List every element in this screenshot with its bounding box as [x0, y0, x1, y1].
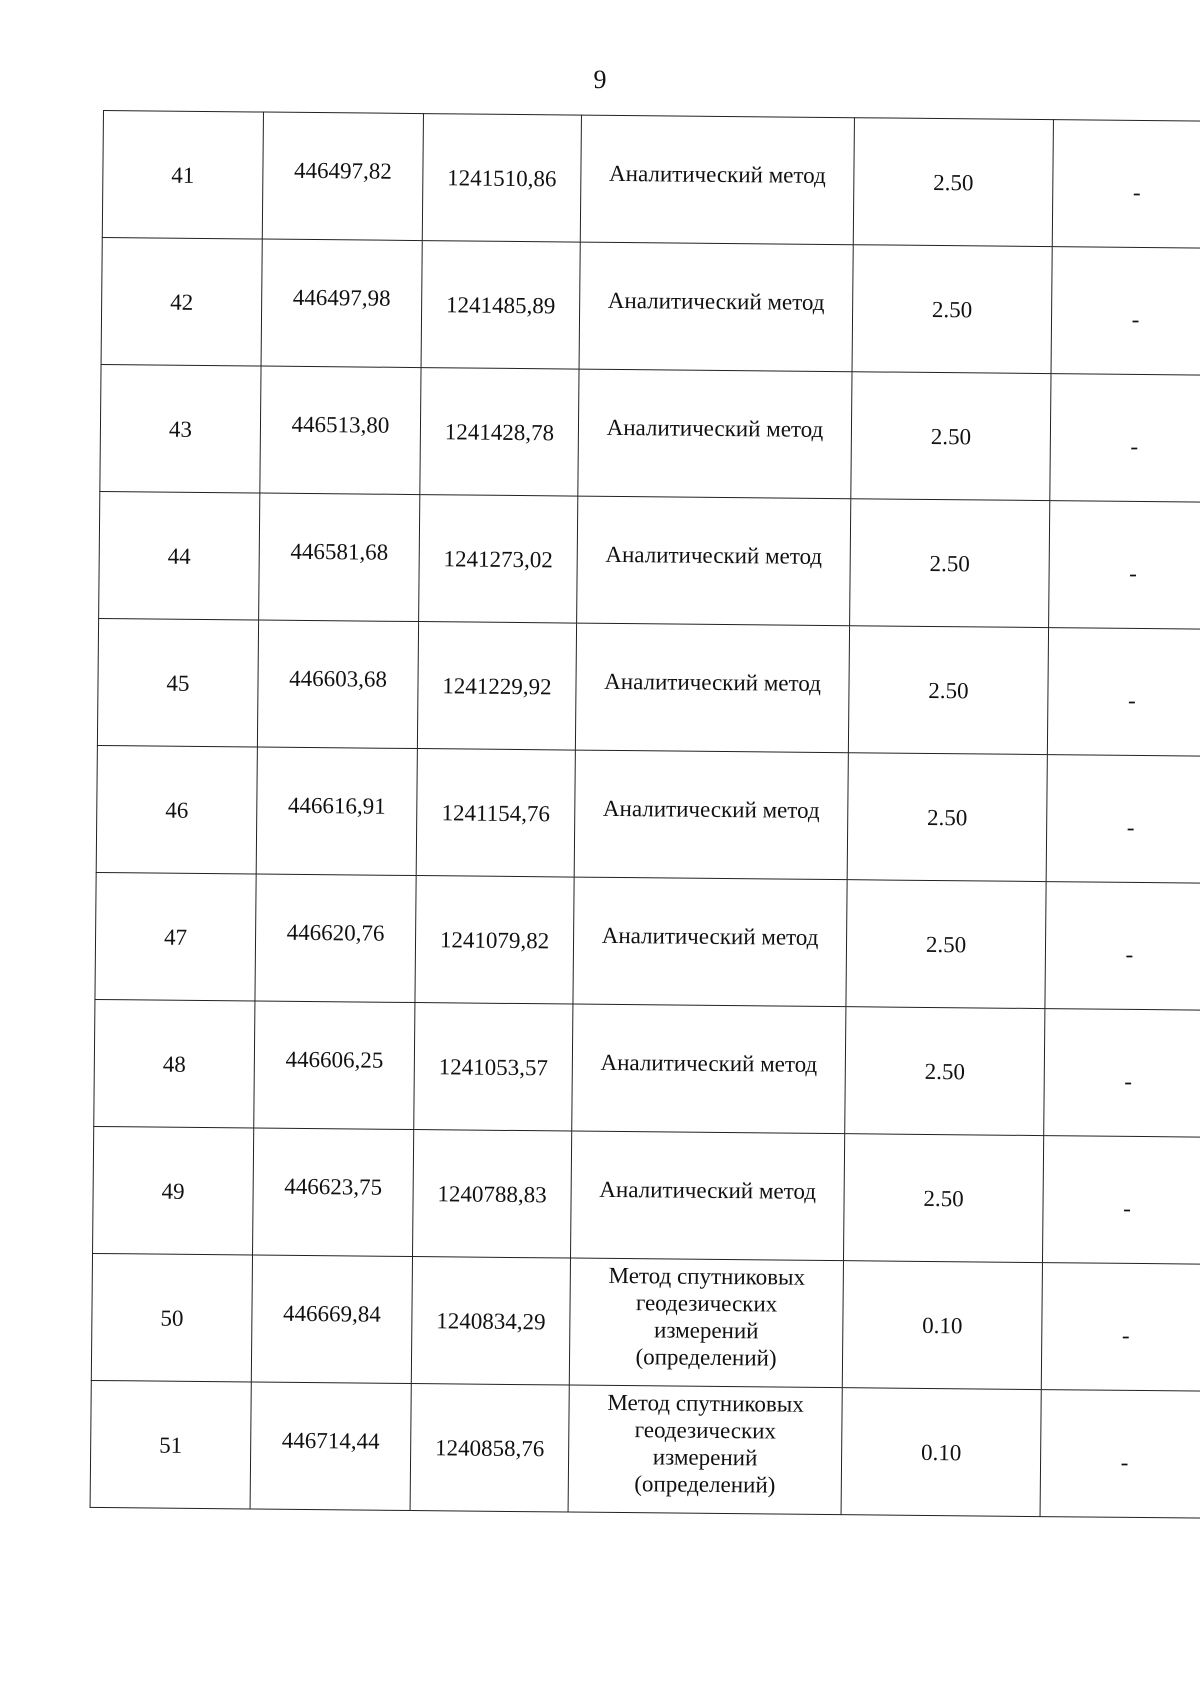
y-coordinate-cell [421, 241, 580, 370]
accuracy-cell [845, 1007, 1045, 1136]
method-text: Метод спутниковых геодезических измерений (определений) [608, 1262, 806, 1371]
x-coordinate-cell [250, 1382, 411, 1511]
point-number-cell [97, 618, 258, 747]
accuracy-text: 2.50 [925, 931, 967, 957]
table-row [101, 237, 1200, 375]
description-cell [1047, 628, 1200, 757]
x-coordinate-cell [262, 112, 423, 241]
point-number-cell [91, 1253, 252, 1382]
x-coordinate-text: 446603,68 [289, 665, 388, 692]
y-coordinate-text: 1241510,86 [447, 164, 557, 191]
coordinates-table [90, 110, 1200, 1519]
accuracy-cell [847, 753, 1047, 882]
point-number-cell [99, 491, 260, 620]
point-number-text: 47 [163, 924, 188, 950]
method-cell [579, 242, 853, 372]
point-number-cell [93, 1126, 254, 1255]
coordinates-table-wrapper [90, 110, 1143, 1518]
table-row [102, 111, 1200, 249]
description-cell [1044, 1009, 1200, 1138]
x-coordinate-cell [254, 1001, 415, 1130]
y-coordinate-cell [417, 622, 576, 751]
accuracy-cell [852, 245, 1052, 374]
method-text: Аналитический метод [602, 795, 820, 823]
x-coordinate-text: 446513,80 [291, 411, 390, 438]
description-text: - [1125, 941, 1134, 967]
accuracy-cell [841, 1388, 1041, 1517]
x-coordinate-text: 446623,75 [284, 1173, 383, 1200]
x-coordinate-cell [255, 874, 416, 1003]
x-coordinate-cell [256, 747, 417, 876]
y-coordinate-text: 1241079,82 [439, 926, 550, 953]
point-number-text: 43 [168, 416, 193, 442]
x-coordinate-text: 446714,44 [281, 1427, 380, 1454]
description-cell [1050, 374, 1200, 503]
method-cell [571, 1131, 845, 1261]
accuracy-cell [853, 118, 1053, 247]
method-text: Аналитический метод [607, 287, 825, 315]
method-cell [575, 623, 849, 753]
point-number-cell [94, 999, 255, 1128]
description-text: - [1126, 814, 1135, 840]
y-coordinate-text: 1241485,89 [445, 291, 556, 318]
description-text: - [1127, 687, 1136, 713]
y-coordinate-cell [414, 1003, 573, 1132]
method-text: Аналитический метод [608, 160, 826, 188]
point-number-text: 51 [159, 1432, 183, 1458]
method-cell [574, 750, 848, 880]
method-text: Метод спутниковых геодезических измерений (определений) [607, 1389, 804, 1498]
y-coordinate-text: 1240834,29 [436, 1307, 546, 1334]
table-row [93, 1126, 1200, 1264]
table-row [95, 872, 1200, 1010]
table-row [90, 1380, 1200, 1518]
x-coordinate-cell [257, 620, 418, 749]
description-text: - [1129, 560, 1138, 586]
point-number-text: 45 [166, 670, 190, 696]
point-number-text: 49 [161, 1178, 185, 1204]
description-text: - [1131, 306, 1140, 332]
x-coordinate-cell [251, 1255, 412, 1384]
description-cell [1051, 247, 1200, 376]
accuracy-text: 0.10 [922, 1312, 963, 1338]
y-coordinate-cell [415, 876, 574, 1005]
point-number-cell [96, 745, 257, 874]
description-cell [1046, 755, 1200, 884]
description-text: - [1121, 1322, 1130, 1348]
point-number-text: 50 [160, 1305, 184, 1331]
method-cell [578, 369, 852, 499]
table-row [96, 745, 1200, 883]
accuracy-text: 0.10 [920, 1439, 962, 1465]
accuracy-text: 2.50 [931, 296, 973, 322]
method-cell [577, 496, 851, 626]
description-cell [1041, 1263, 1200, 1392]
point-number-text: 46 [165, 797, 189, 823]
method-text: Аналитический метод [606, 414, 824, 442]
description-text: - [1123, 1195, 1131, 1221]
y-coordinate-text: 1240858,76 [434, 1434, 545, 1461]
method-cell [569, 1258, 843, 1388]
y-coordinate-text: 1241053,57 [438, 1053, 549, 1080]
x-coordinate-cell [259, 493, 420, 622]
method-text: Аналитический метод [605, 541, 823, 569]
x-coordinate-cell [261, 239, 422, 368]
point-number-text: 41 [171, 162, 195, 188]
point-number-text: 48 [162, 1051, 186, 1077]
table-row [91, 1253, 1200, 1391]
y-coordinate-cell [413, 1130, 572, 1259]
description-text: - [1132, 179, 1141, 205]
description-cell [1045, 882, 1200, 1011]
accuracy-cell [842, 1261, 1042, 1390]
point-number-cell [100, 364, 261, 493]
y-coordinate-cell [419, 495, 578, 624]
accuracy-text: 2.50 [924, 1058, 966, 1084]
accuracy-text: 2.50 [927, 804, 968, 830]
table-row [94, 999, 1200, 1137]
x-coordinate-text: 446497,82 [293, 157, 392, 184]
y-coordinate-text: 1241229,92 [442, 672, 552, 699]
y-coordinate-text: 1241273,02 [443, 545, 553, 572]
accuracy-cell [846, 880, 1046, 1009]
y-coordinate-cell [416, 749, 575, 878]
x-coordinate-text: 446620,76 [286, 919, 385, 946]
point-number-text: 42 [170, 289, 194, 315]
method-text: Аналитический метод [599, 1176, 817, 1204]
method-text: Аналитический метод [600, 1049, 818, 1077]
table-row [97, 618, 1200, 756]
x-coordinate-text: 446606,25 [285, 1046, 384, 1073]
point-number-cell [101, 237, 262, 366]
accuracy-text: 2.50 [928, 677, 969, 703]
x-coordinate-text: 446581,68 [290, 538, 389, 565]
method-cell [580, 115, 854, 245]
y-coordinate-cell [411, 1257, 570, 1386]
point-number-cell [102, 111, 263, 240]
point-number-cell [90, 1380, 251, 1509]
accuracy-text: 2.50 [930, 423, 972, 449]
description-cell [1042, 1136, 1200, 1265]
point-number-cell [95, 872, 256, 1001]
x-coordinate-cell [260, 366, 421, 495]
description-text: - [1130, 433, 1139, 459]
description-cell [1049, 501, 1200, 630]
coordinates-table-body [90, 111, 1200, 1519]
method-text: Аналитический метод [604, 668, 821, 696]
y-coordinate-cell [420, 368, 579, 497]
x-coordinate-text: 446669,84 [282, 1300, 381, 1327]
accuracy-cell [850, 499, 1050, 628]
accuracy-cell [843, 1134, 1043, 1263]
accuracy-text: 2.50 [929, 550, 970, 576]
table-row [99, 491, 1200, 629]
y-coordinate-text: 1241428,78 [444, 418, 555, 445]
y-coordinate-cell [422, 114, 581, 243]
accuracy-text: 2.50 [923, 1185, 964, 1211]
accuracy-text: 2.50 [933, 169, 974, 195]
x-coordinate-text: 446616,91 [287, 792, 386, 819]
x-coordinate-cell [253, 1128, 414, 1257]
description-text: - [1124, 1068, 1133, 1094]
y-coordinate-cell [410, 1384, 569, 1513]
description-text: - [1120, 1449, 1129, 1475]
accuracy-cell [848, 626, 1048, 755]
x-coordinate-text: 446497,98 [292, 284, 391, 311]
method-cell [568, 1385, 842, 1515]
table-row [100, 364, 1200, 502]
method-cell [572, 1004, 846, 1134]
page-number: 9 [593, 65, 607, 94]
y-coordinate-text: 1240788,83 [437, 1180, 547, 1207]
method-cell [573, 877, 847, 1007]
accuracy-cell [851, 372, 1051, 501]
method-text: Аналитический метод [601, 922, 819, 950]
point-number-text: 44 [167, 543, 191, 569]
description-cell [1040, 1390, 1200, 1519]
y-coordinate-text: 1241154,76 [441, 799, 551, 826]
description-cell [1052, 120, 1200, 249]
